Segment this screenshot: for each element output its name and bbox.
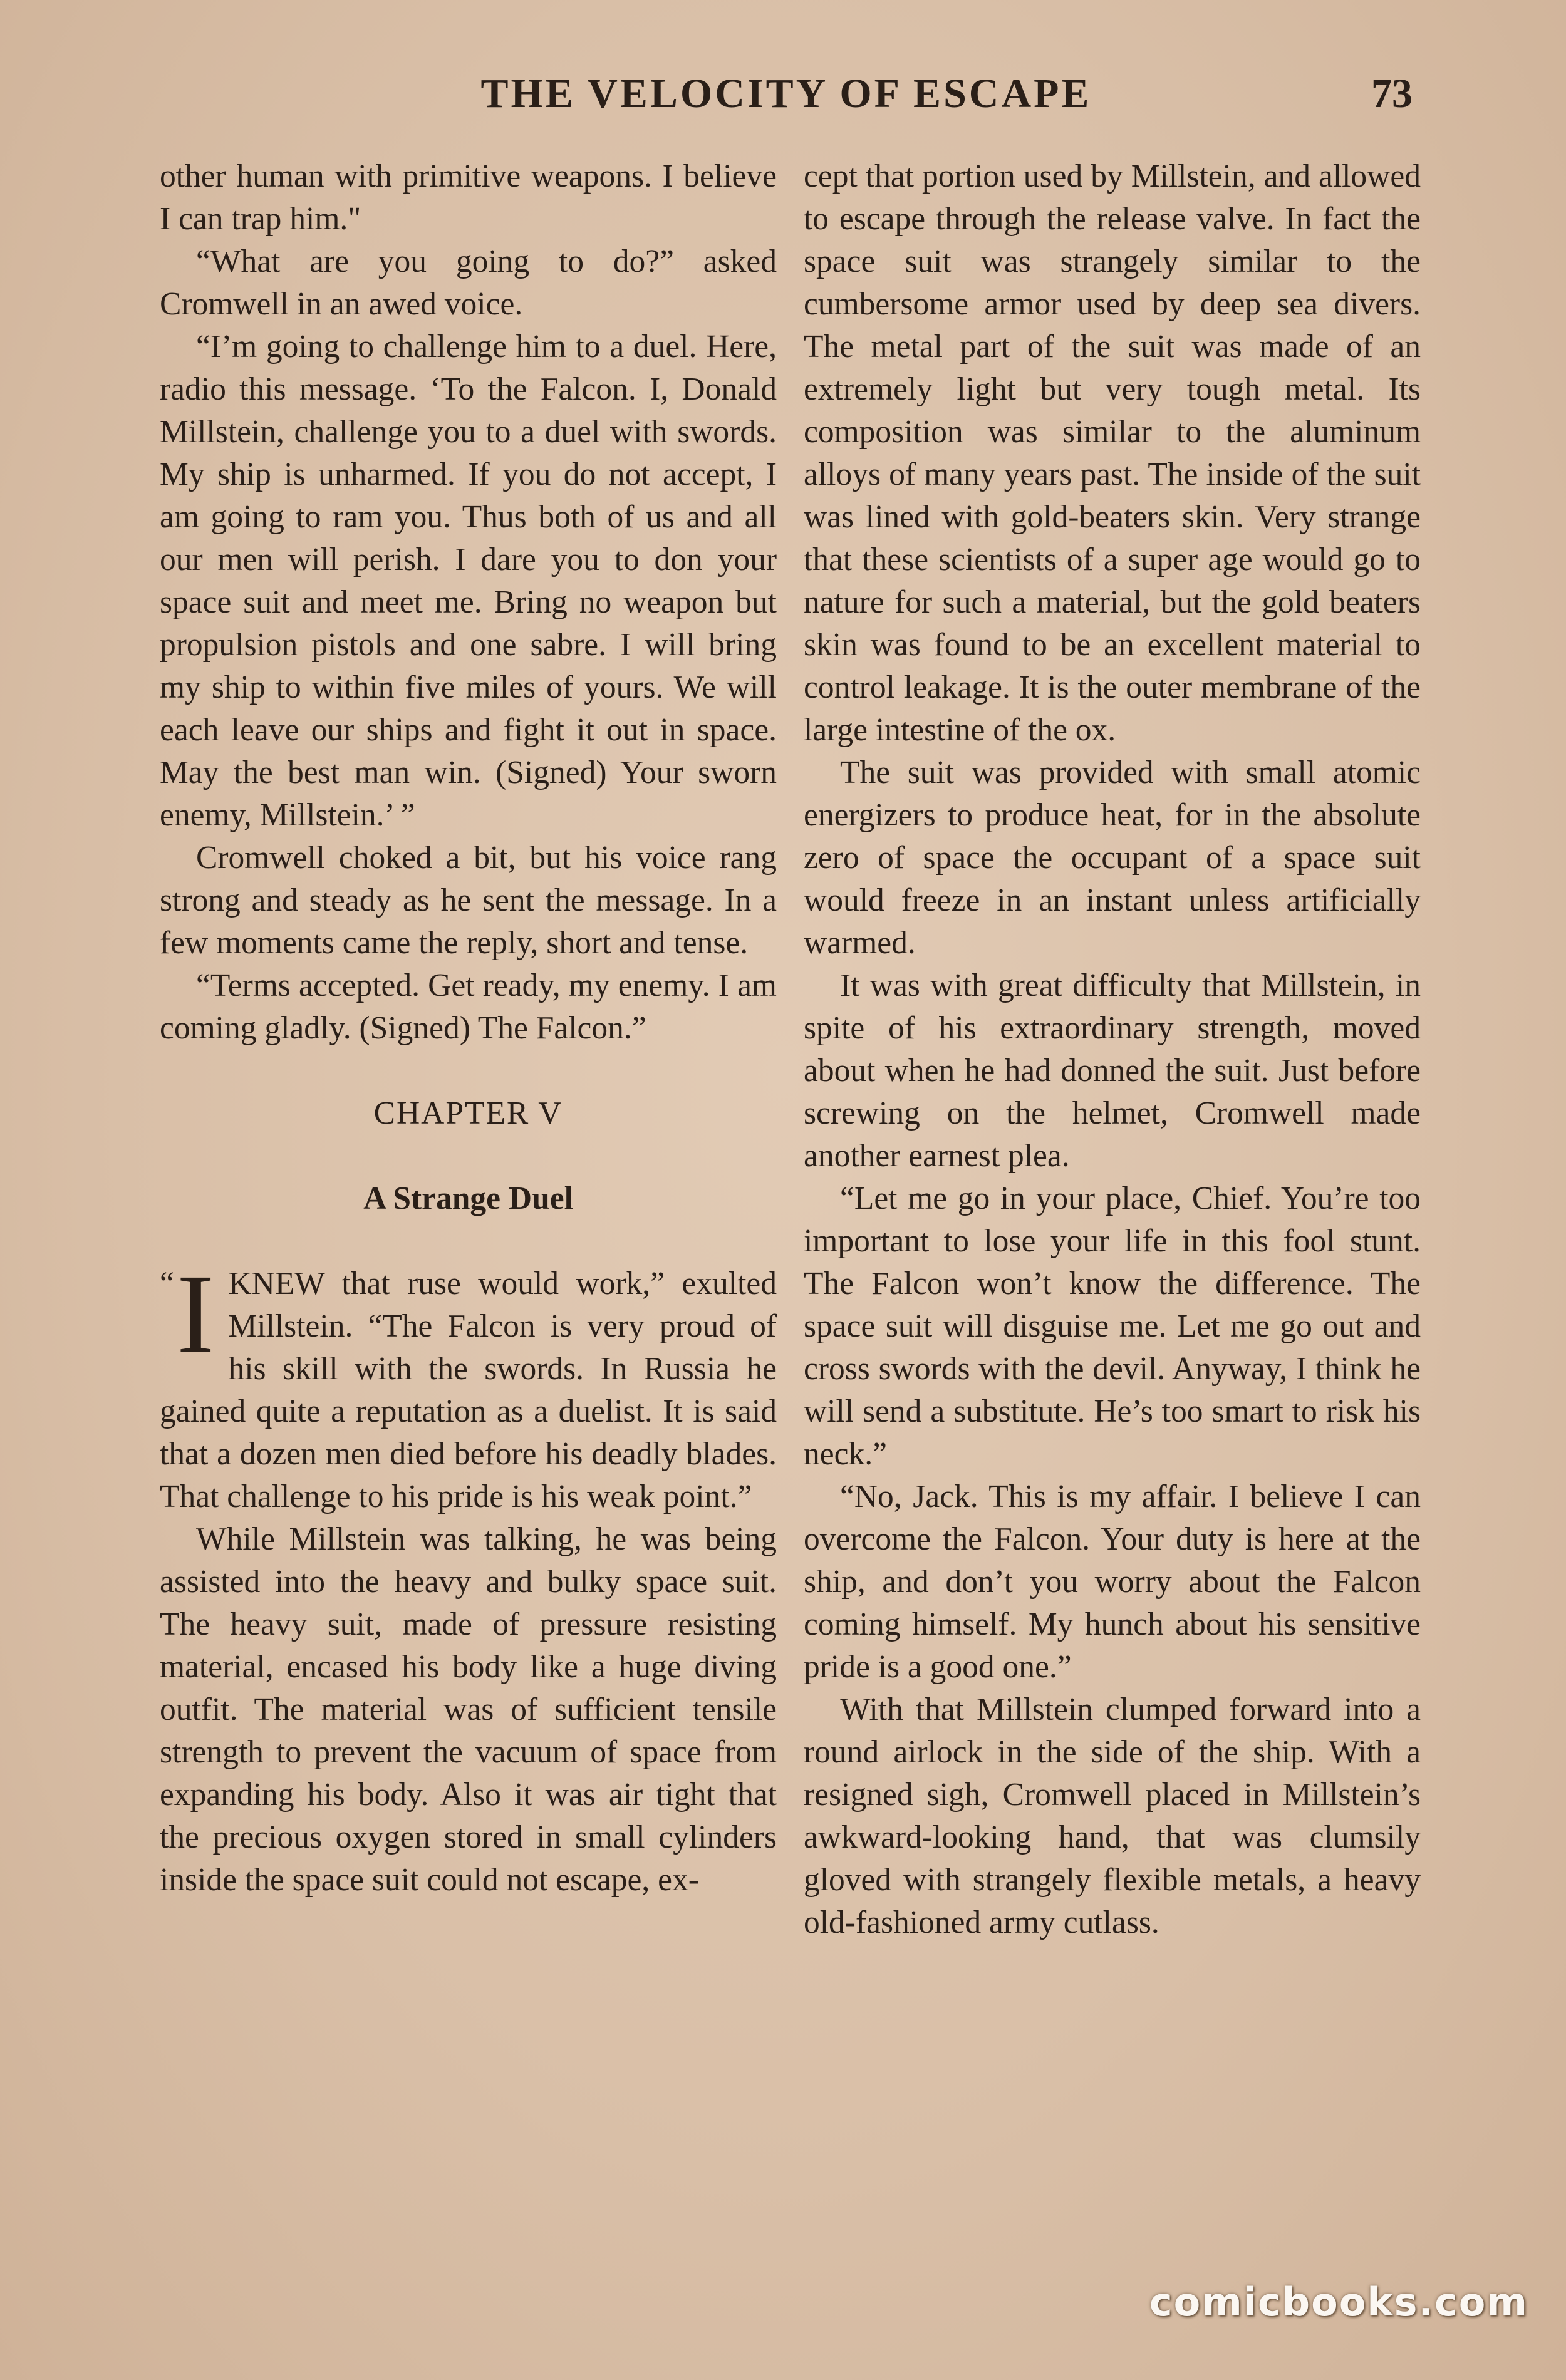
chapter-title: A Strange Duel (363, 1181, 573, 1216)
paragraph: Cromwell choked a bit, but his voice rang strong and steady as he sent the message. In a few moments came the reply, short and tense. (160, 840, 777, 961)
paragraph: cept that portion used by Millstein, and allowed to escape through the release valve. In fact the space suit was strangely similar to the cumbersome armor used by deep sea divers. The metal part of the suit was made of an extremely light but very tough metal. Its composition was similar to the aluminum alloys of many years past. The inside of the suit was lined with gold-beaters skin. Very strange that these scientists of a super age would go to nature for such a material, but the gold beaters skin was found to be an excellent material to control leakage. It is the outer membrane of the large intestine of the ox. (804, 158, 1421, 748)
chapter-label: CHAPTER V (373, 1095, 563, 1131)
watermark: comicbooks.com (1149, 2279, 1528, 2325)
right-column (804, 155, 1421, 1944)
drop-cap: I (176, 1251, 215, 1377)
running-head (160, 66, 1413, 122)
paragraph: “I’m going to challenge him to a duel. Here, radio this message. ‘To the Falcon. I, Donald Millstein, challenge you to a duel with swords. My ship is unharmed. If you do not accept, I am going to ram you. Thus both of us and all our men will perish. I dare you to don your space suit and meet me. Bring no weapon but propulsion pistols and one sabre. I will bring my ship to within five miles of yours. We will each leave our ships and fight it out in space. May the best man win. (Signed) Your sworn enemy, Millstein.’ ” (160, 329, 777, 833)
page-number: 73 (1371, 71, 1413, 116)
left-column (160, 155, 777, 1901)
paragraph-text: KNEW that ruse would work,” exulted Millstein. “The Falcon is very proud of his skill with the swords. In Russia he gained quite a reputation as a duelist. It is said that a dozen men died before his deadly blades. That challenge to his pride is his weak point.” (160, 1266, 777, 1514)
paragraph: “Let me go in your place, Chief. You’re too important to lose your life in this fool stunt. The Falcon won’t know the difference. The space suit will disguise me. Let me go out and cross swords with the devil. Anyway, I think he will send a substitute. He’s too smart to risk his neck.” (804, 1181, 1421, 1472)
paragraph: “Terms accepted. Get ready, my enemy. I am coming gladly. (Signed) The Falcon.” (160, 968, 777, 1046)
paragraph: other human with primitive weapons. I believe I can trap him." (160, 158, 777, 237)
paragraph: The suit was provided with small atomic energizers to produce heat, for in the absolute zero of space the occupant of a space suit would freeze in an instant unless artificially warmed. (804, 755, 1421, 961)
paragraph: “No, Jack. This is my affair. I believe I can overcome the Falcon. Your duty is here at the ship, and don’t you worry about the Falcon coming himself. My hunch about his sensitive pride is a good one.” (804, 1479, 1421, 1685)
dropcap-paragraph (160, 1251, 777, 1518)
dropcap-quote: “ (160, 1266, 174, 1301)
paragraph: While Millstein was talking, he was being assisted into the heavy and bulky space suit. The heavy suit, made of pressure resisting material, encased his body like a huge diving outfit. The material was of sufficient tensile strength to prevent the vacuum of space from expanding his body. Also it was air tight that the precious oxygen stored in small cylinders inside the space suit could not escape, ex- (160, 1521, 777, 1898)
paragraph: With that Millstein clumped forward into a round airlock in the side of the ship. With a resigned sigh, Cromwell placed in Millstein’s awkward-looking hand, that was clumsily gloved with strangely flexible metals, a heavy old-fashioned army cutlass. (804, 1692, 1421, 1940)
running-title: THE VELOCITY OF ESCAPE (480, 71, 1092, 116)
paragraph: It was with great difficulty that Millstein, in spite of his extraordinary strength, moved about when he had donned the suit. Just before screwing on the helmet, Cromwell made another earnest plea. (804, 968, 1421, 1174)
paragraph: “What are you going to do?” asked Cromwell in an awed voice. (160, 244, 777, 322)
